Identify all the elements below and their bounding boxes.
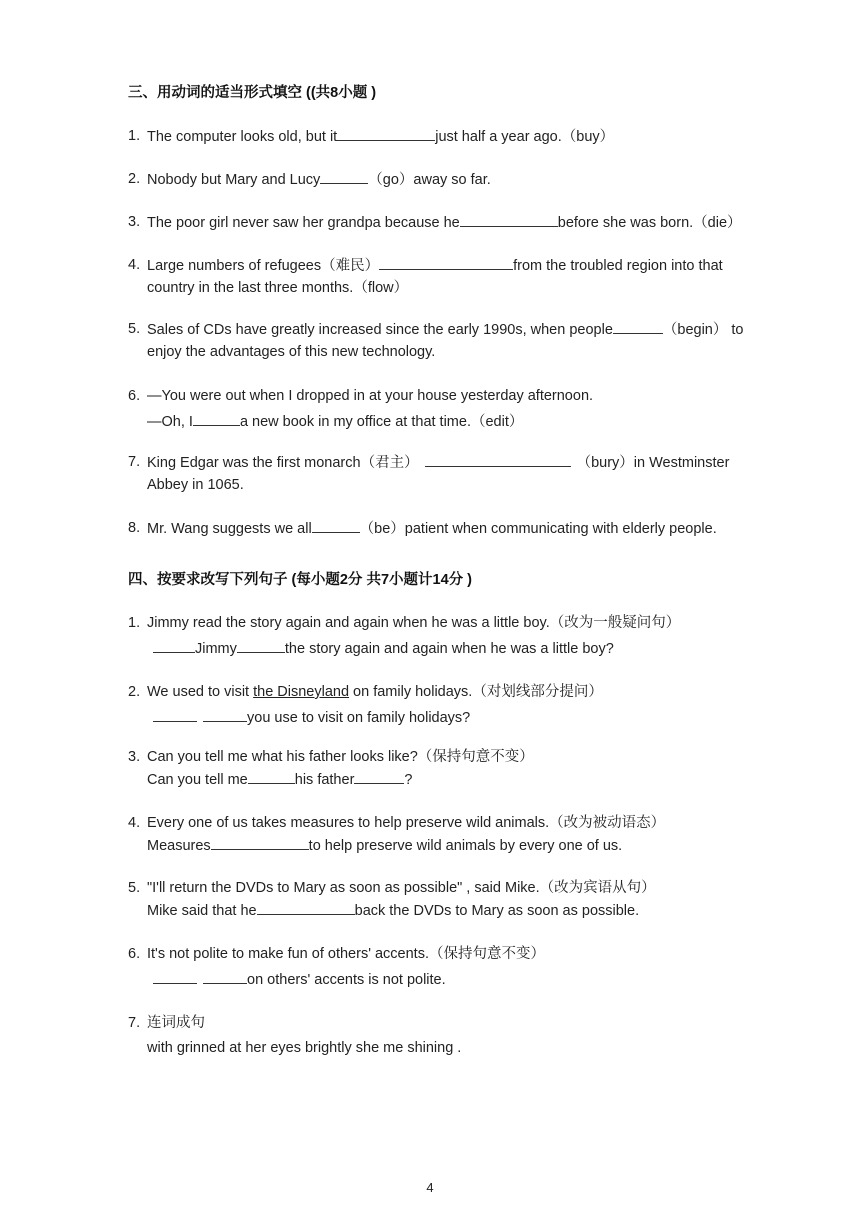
answer-blank[interactable]	[153, 968, 197, 984]
s3-question-1: 1. The computer looks old, but it just half a year ago.（buy）	[128, 125, 773, 148]
question-number: 4.	[128, 257, 141, 273]
s4-question-6: 6. It's not polite to make fun of others' accents.（保持句意不变） on others' accents is not polite.	[128, 943, 773, 991]
s4-question-7: 7. 连词成句 with grinned at her eyes brightly she me shining .	[128, 1012, 773, 1059]
answer-blank[interactable]	[354, 768, 404, 784]
question-number: 7.	[128, 1015, 141, 1031]
answer-blank[interactable]	[320, 168, 368, 184]
answer-blank[interactable]	[337, 125, 435, 141]
s3-question-8: 8. Mr. Wang suggests we all （be）patient when communicating with elderly people.	[128, 517, 773, 540]
question-number: 4.	[128, 815, 141, 831]
question-number: 3.	[128, 214, 141, 230]
s3-question-4: 4. Large numbers of refugees（难民） from the troubled region into that country in the last three months.（flow）	[128, 254, 773, 299]
answer-blank[interactable]	[312, 517, 360, 533]
answer-blank[interactable]	[153, 706, 197, 722]
answer-blank[interactable]	[257, 899, 355, 915]
s4-question-4: 4. Every one of us takes measures to help preserve wild animals.（改为被动语态） Measures to help preserve wild animals by every one of us.	[128, 812, 773, 857]
answer-blank[interactable]	[203, 968, 247, 984]
question-number: 2.	[128, 684, 141, 700]
s3-question-6: 6. —You were out when I dropped in at your house yesterday afternoon. —Oh, I a new book in my office at that time.（edit）	[128, 385, 773, 433]
s4-question-2: 2. We used to visit the Disneyland on family holidays.（对划线部分提问） you use to visit on family holidays?	[128, 681, 773, 729]
answer-blank[interactable]	[613, 318, 663, 334]
section4-title: 四、按要求改写下列句子 (每小题2分 共7小题计14分 )	[128, 572, 472, 588]
s4-question-5: 5. "I'll return the DVDs to Mary as soon as possible" , said Mike.（改为宾语从句） Mike said that he back the DVDs to Mary as soon as possible.	[128, 877, 773, 922]
page-number: 4	[426, 1180, 434, 1195]
question-number: 7.	[128, 454, 141, 470]
section3-title: 三、用动词的适当形式填空 ((共8小题 )	[128, 85, 377, 101]
question-number: 1.	[128, 128, 141, 144]
answer-blank[interactable]	[211, 834, 309, 850]
question-number: 3.	[128, 749, 141, 765]
s3-question-2: 2. Nobody but Mary and Lucy （go）away so far.	[128, 168, 773, 191]
question-number: 2.	[128, 171, 141, 187]
s3-question-5: 5. Sales of CDs have greatly increased since the early 1990s, when people （begin） to enjoy the advantages of this new technology.	[128, 318, 773, 363]
answer-blank[interactable]	[193, 410, 240, 426]
answer-blank[interactable]	[425, 451, 571, 467]
question-number: 5.	[128, 321, 141, 337]
question-number: 8.	[128, 520, 141, 536]
s3-question-3: 3. The poor girl never saw her grandpa because he before she was born.（die）	[128, 211, 773, 234]
answer-blank[interactable]	[153, 637, 195, 653]
question-number: 6.	[128, 388, 141, 404]
answer-blank[interactable]	[460, 211, 558, 227]
s4-question-3: 3. Can you tell me what his father looks like?（保持句意不变） Can you tell me his father ?	[128, 746, 773, 791]
answer-blank[interactable]	[248, 768, 295, 784]
question-number: 6.	[128, 946, 141, 962]
underlined-phrase: the Disneyland	[253, 684, 350, 700]
s3-question-7: 7. King Edgar was the first monarch（君主） （bury）in Westminster Abbey in 1065.	[128, 451, 773, 496]
answer-blank[interactable]	[237, 637, 285, 653]
answer-blank[interactable]	[203, 706, 247, 722]
question-number: 1.	[128, 615, 141, 631]
s4-question-1: 1. Jimmy read the story again and again when he was a little boy.（改为一般疑问句） Jimmy the story again and again when he was a little boy?	[128, 612, 773, 660]
question-number: 5.	[128, 880, 141, 896]
answer-blank[interactable]	[379, 254, 513, 270]
